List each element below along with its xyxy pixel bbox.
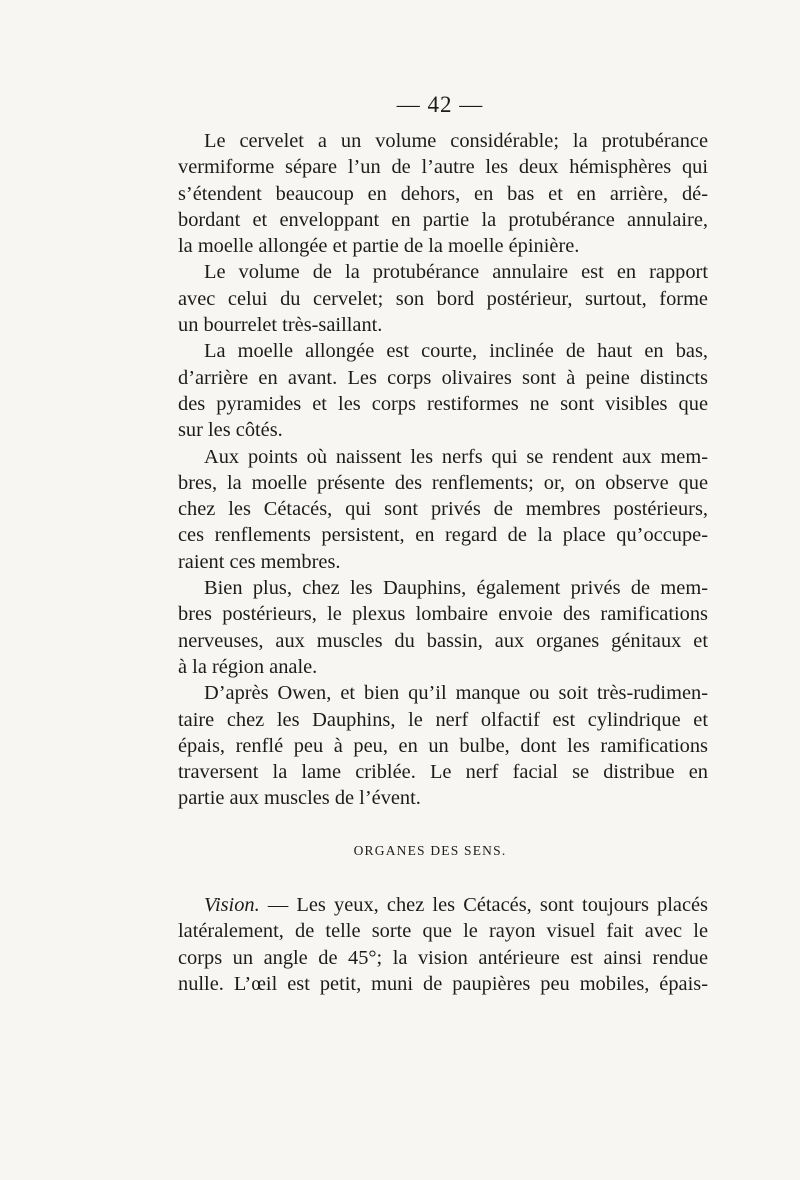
text-line: Le cervelet a un volume considérable; la protubérance [204,130,708,152]
section-heading: ORGANES DES SENS. [353,843,507,858]
paragraph [178,338,708,443]
text-line: un bourrelet très-saillant. [178,314,383,337]
text-line: D’après Owen, et bien qu’il manque ou soit très-rudimen- [204,682,708,705]
text-line: à la région anale. [178,655,318,678]
text-line: bres postérieurs, le plexus lombaire envoie des ramifications [178,603,708,626]
text-line: bres, la moelle présente des renflements; or, on observe que [178,471,708,494]
text-line: bordant et enveloppant en partie la protubérance annulaire, [178,208,708,231]
text-line: Aux points où naissent les nerfs qui se rendent aux mem- [204,445,708,468]
text-line: raient ces membres. [178,550,341,573]
text-line: vermiforme sépare l’un de l’autre les deux hémisphères qui [178,156,708,179]
paragraph [178,259,708,338]
text-line: avec celui du cervelet; son bord postérieur, surtout, forme [178,287,708,310]
text-line: ces renflements persistent, en regard de la place qu’occupe- [178,524,708,547]
text-line: partie aux muscles de l’évent. [178,787,421,810]
text-line: latéralement, de telle sorte que le rayon visuel fait avec le [178,920,708,943]
text-line: nulle. L’œil est petit, muni de paupières peu mobiles, épais- [178,972,708,995]
text-line: s’étendent beaucoup en dehors, en bas et en arrière, dé- [178,182,708,205]
text-line: corps un angle de 45°; la vision antérieure est ainsi rendue [178,946,708,969]
text-line: épais, renflé peu à peu, en un bulbe, dont les ramifications [178,734,708,757]
text-line: chez les Cétacés, qui sont privés de membres postérieurs, [178,498,708,521]
body-text [178,128,708,812]
section-first-line: — Les yeux, chez les Cétacés, sont toujours placés [259,894,708,916]
text-line: d’arrière en avant. Les corps olivaires sont à peine distincts [178,366,708,389]
page-number: — 42 — [396,92,484,117]
paragraph [178,575,708,680]
text-line: La moelle allongée est courte, inclinée de haut en bas, [204,340,708,363]
paragraph [178,444,708,575]
section-text [178,892,708,997]
text-line: Le volume de la protubérance annulaire est en rapport [204,261,708,284]
section-lead: Vision. [204,894,260,916]
text-line: Bien plus, chez les Dauphins, également privés de mem- [204,577,708,600]
text-line [178,892,708,918]
text-line: taire chez les Dauphins, le nerf olfactif est cylindrique et [178,708,708,731]
paragraph [178,680,708,811]
text-line: nerveuses, aux muscles du bassin, aux organes génitaux et [178,629,708,652]
text-line: sur les côtés. [178,419,283,442]
text-line: la moelle allongée et partie de la moelle épinière. [178,235,580,258]
text-line: traversent la lame criblée. Le nerf facial se distribue en [178,761,708,784]
text-line: des pyramides et les corps restiformes ne sont visibles que [178,392,708,415]
paragraph [178,128,708,259]
